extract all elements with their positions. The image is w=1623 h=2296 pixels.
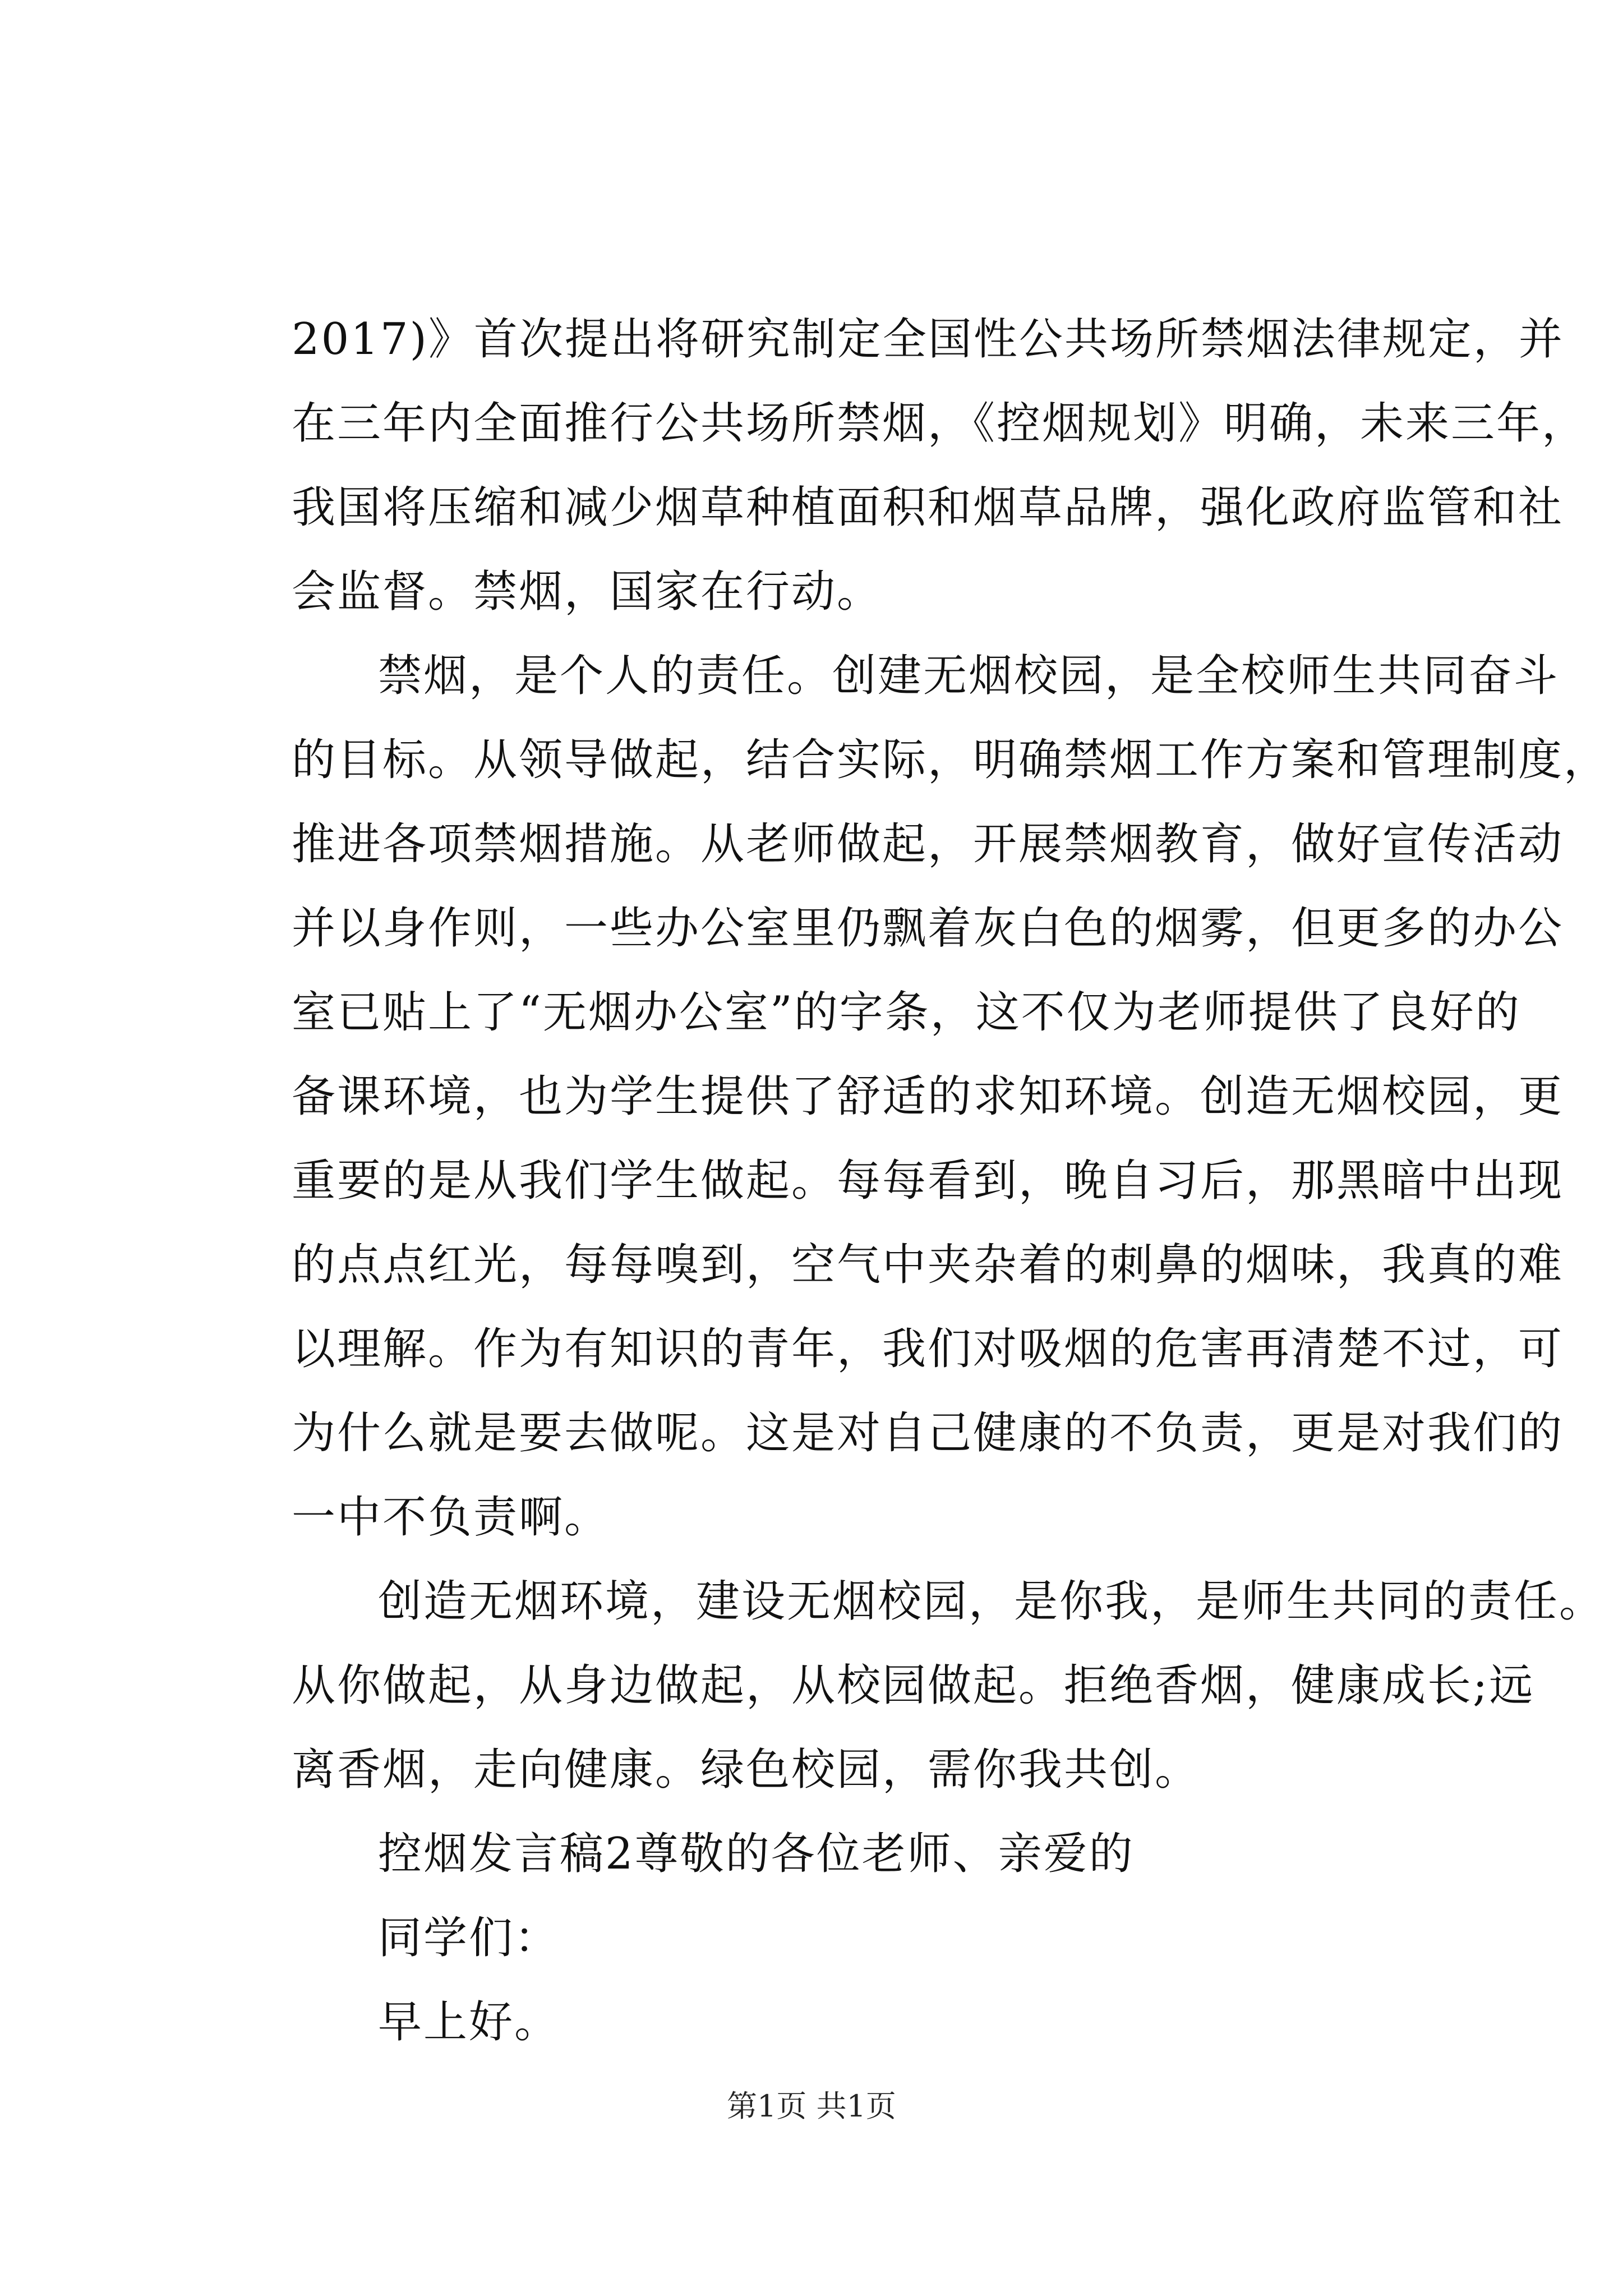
text-line: 以理解。作为有知识的青年，我们对吸烟的危害再清楚不过，可 <box>292 1324 1564 1374</box>
text-line: 的目标。从领导做起，结合实际，明确禁烟工作方案和管理制度， <box>292 735 1610 785</box>
paragraph-start-line: 禁烟，是个人的责任。创建无烟校园，是全校师生共同奋斗 <box>378 651 1560 701</box>
text-line: 重要的是从我们学生做起。每每看到，晚自习后，那黑暗中出现 <box>292 1156 1564 1206</box>
text-line: 我国将压缩和减少烟草种植面积和烟草品牌，强化政府监管和社 <box>292 482 1564 533</box>
text-line: 从你做起，从身边做起，从校园做起。拒绝香烟，健康成长;远 <box>292 1660 1535 1711</box>
text-line: 在三年内全面推行公共场所禁烟，《控烟规划》明确，未来三年， <box>292 398 1588 449</box>
speech-title-line: 控烟发言稿2尊敬的各位老师、亲爱的 <box>378 1829 1135 1879</box>
text-line: 2017)》首次提出将研究制定全国性公共场所禁烟法律规定，并 <box>292 314 1564 365</box>
text-line: 备课环境，也为学生提供了舒适的求知环境。创造无烟校园，更 <box>292 1071 1564 1122</box>
text-line: 一中不负责啊。 <box>292 1492 610 1543</box>
salutation-line: 同学们： <box>378 1913 560 1963</box>
text-line: 推进各项禁烟措施。从老师做起，开展禁烟教育，做好宣传活动 <box>292 819 1564 869</box>
page-number-footer: 第1页 共1页 <box>727 2088 896 2124</box>
greeting-line: 早上好。 <box>378 1997 560 2047</box>
text-line: 离香烟，走向健康。绿色校园，需你我共创。 <box>292 1745 1201 1795</box>
text-line: 会监督。禁烟，国家在行动。 <box>292 567 883 617</box>
text-line: 为什么就是要去做呢。这是对自己健康的不负责，更是对我们的 <box>292 1408 1564 1458</box>
text-line: 的点点红光，每每嗅到，空气中夹杂着的刺鼻的烟味，我真的难 <box>292 1240 1564 1290</box>
text-line: 并以身作则，一些办公室里仍飘着灰白色的烟雾，但更多的办公 <box>292 903 1564 954</box>
paragraph-start-line: 创造无烟环境，建设无烟校园，是你我，是师生共同的责任。 <box>378 1576 1605 1627</box>
text-line: 室已贴上了“无烟办公室”的字条，这不仅为老师提供了良好的 <box>292 987 1521 1038</box>
